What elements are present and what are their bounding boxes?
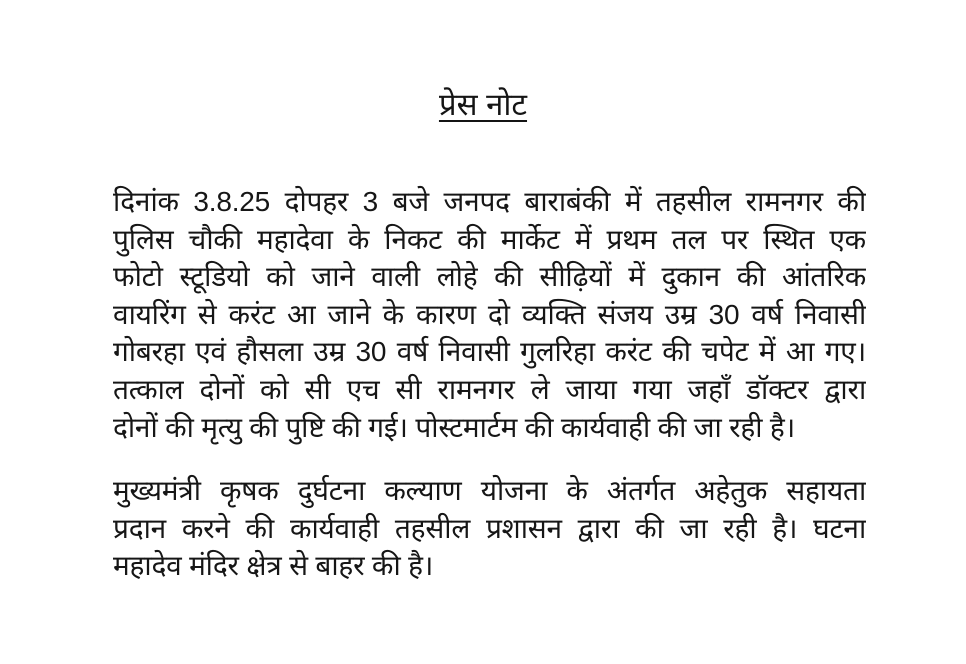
paragraph-relief-action <box>113 472 866 585</box>
document-title: प्रेस नोट <box>438 87 528 122</box>
text-line: प्रदान करने की कार्यवाही तहसील प्रशासन द्वारा की जा रही है। घटना <box>113 512 866 544</box>
document-body <box>113 183 866 585</box>
text-line: महादेव मंदिर क्षेत्र से बाहर की है। <box>113 550 434 582</box>
text-line: तत्काल दोनों को सी एच सी रामनगर ले जाया गया जहाँ डॉक्टर द्वारा <box>113 373 866 405</box>
text-line: मुख्यमंत्री कृषक दुर्घटना कल्याण योजना के अंतर्गत अहेतुक सहायता <box>113 475 866 507</box>
paragraph-incident <box>113 183 866 446</box>
text-line: पुलिस चौकी महादेवा के निकट की मार्केट में प्रथम तल पर स्थित एक <box>113 223 866 255</box>
text-line: दिनांक 3.8.25 दोपहर 3 बजे जनपद बाराबंकी में तहसील रामनगर की <box>113 186 866 217</box>
text-line: गोबरहा एवं हौसला उम्र 30 वर्ष निवासी गुलरिहा करंट की चपेट में आ गए। <box>113 336 866 368</box>
text-line: वायरिंग से करंट आ जाने के कारण दो व्यक्ति संजय उम्र 30 वर्ष निवासी <box>113 298 866 330</box>
text-line: दोनों की मृत्यु की पुष्टि की गई। पोस्टमार्टम की कार्यवाही की जा रही है। <box>113 411 795 443</box>
text-line: फोटो स्टूडियो को जाने वाली लोहे की सीढ़ियों में दुकान की आंतरिक <box>113 261 866 293</box>
